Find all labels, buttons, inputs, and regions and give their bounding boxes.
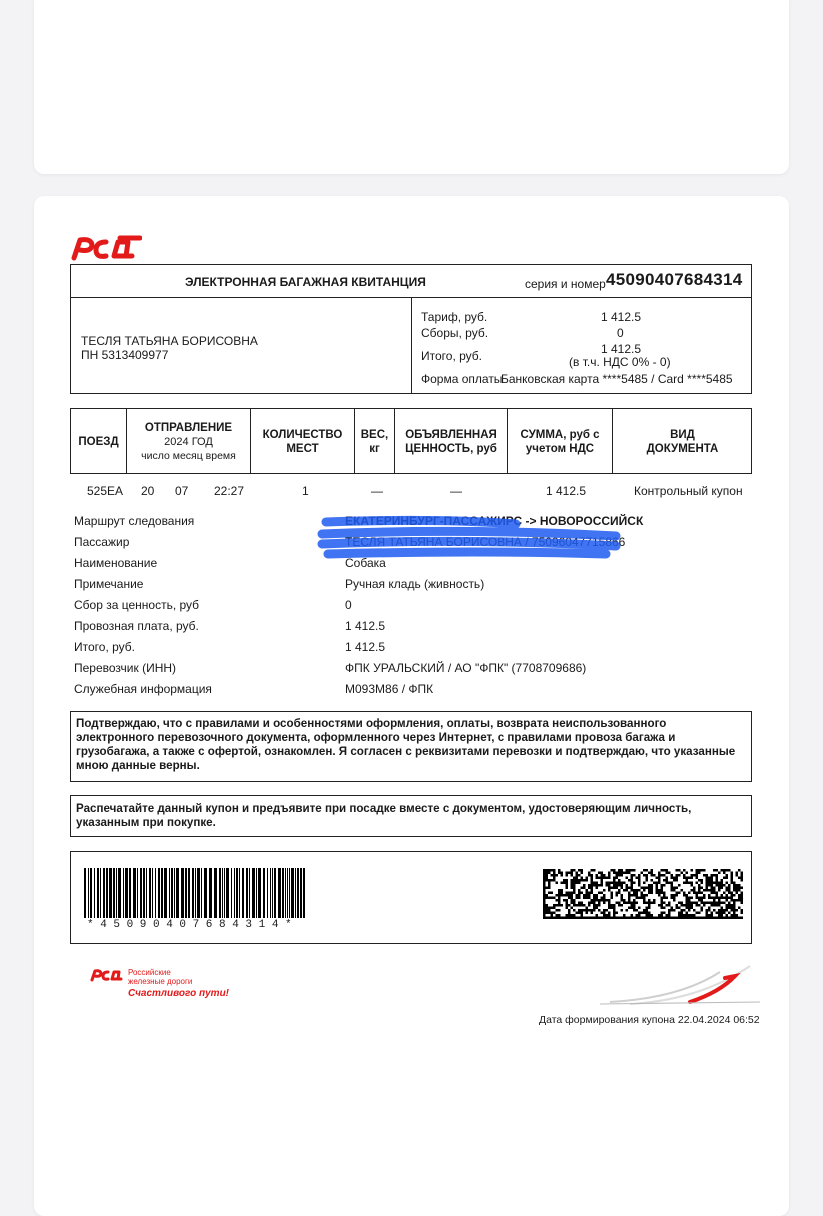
detail-value-service: М093М86 / ФПК xyxy=(345,682,434,696)
detail-label: Служебная информация xyxy=(74,682,212,696)
receipt-title: ЭЛЕКТРОННАЯ БАГАЖНАЯ КВИТАНЦИЯ xyxy=(185,275,426,289)
ticket-table-header xyxy=(70,408,752,474)
slogan: Счастливого пути! xyxy=(128,988,230,999)
series-label: серия и номер xyxy=(525,277,606,291)
barcode-digits: *45090407684314* xyxy=(87,919,299,931)
passenger-payment-block xyxy=(70,297,752,394)
payment-value: Банковская карта ****5485 / Card ****5485 xyxy=(501,372,733,386)
receipt-header xyxy=(70,264,752,298)
detail-value-carriage-fee: 1 412.5 xyxy=(345,619,386,633)
col-declared: ОБЪЯВЛЕННАЯ ЦЕННОСТЬ, руб xyxy=(395,409,508,474)
col-weight: ВЕС, кг xyxy=(355,409,395,474)
row-month: 07 xyxy=(175,484,189,498)
coupon-date: Дата формирования купона 22.04.2024 06:52 xyxy=(539,1014,760,1026)
detail-label: Пассажир xyxy=(74,535,130,549)
detail-value-note: Ручная кладь (живность) xyxy=(345,577,485,591)
detail-value-value-fee: 0 xyxy=(345,598,352,612)
confirmation-text: Подтверждаю, что с правилами и особенностями оформления, оплаты, возврата неиспользованного электронного перевозочного документа, оформленного через Интернет, с правилами провоза багажа и грузобагажа, а также с офертой, ознакомлен. Я согласен с реквизитами перевозки и подтверждаю, что указанные мною данные верны. xyxy=(76,717,736,772)
passenger-document: ПН 5313409977 xyxy=(81,348,169,362)
detail-value-total: 1 412.5 xyxy=(345,640,386,654)
rail-swoosh-icon xyxy=(600,962,760,1006)
row-doc-type: Контрольный купон xyxy=(634,484,743,498)
tariff-label: Тариф, руб. xyxy=(421,310,488,324)
print-notice-box xyxy=(70,795,752,837)
row-sum: 1 412.5 xyxy=(546,484,587,498)
series-number: 45090407684314 xyxy=(606,270,743,289)
barcode-icon xyxy=(84,868,308,918)
rzd-logo-icon xyxy=(70,234,142,262)
detail-value-passenger: ТЕСЛЯ ТАТЬЯНА БОРИСОВНА / 75096047715866 xyxy=(345,535,626,549)
col-doc-type: ВИД ДОКУМЕНТА xyxy=(646,428,719,455)
row-time: 22:27 xyxy=(214,484,245,498)
row-train: 525ЕА xyxy=(87,484,124,498)
total-value: 1 412.5 xyxy=(601,342,642,356)
fees-label: Сборы, руб. xyxy=(421,326,489,340)
total-label: Итого, руб. xyxy=(421,349,482,363)
detail-label: Маршрут следования xyxy=(74,514,195,528)
confirmation-box xyxy=(70,711,752,782)
detail-label: Сбор за ценность, руб xyxy=(74,598,200,612)
previous-page-card xyxy=(34,0,789,174)
col-sum: СУММА, руб с учетом НДС xyxy=(508,409,613,474)
baggage-receipt-page xyxy=(34,196,789,1216)
detail-label: Итого, руб. xyxy=(74,640,135,654)
print-notice-text: Распечатайте данный купон и предъявите при посадке вместе с документом, удостоверяющим личность, указанным при покупке. xyxy=(76,802,692,829)
row-day: 20 xyxy=(141,484,155,498)
barcode-box xyxy=(70,851,752,944)
detail-value-route: ЕКАТЕРИНБУРГ-ПАССАЖИРС -> НОВОРОССИЙСК xyxy=(345,514,644,528)
detail-value-carrier: ФПК УРАЛЬСКИЙ / АО "ФПК" (7708709686) xyxy=(345,661,587,675)
passenger-name: ТЕСЛЯ ТАТЬЯНА БОРИСОВНА xyxy=(81,334,258,348)
row-declared: — xyxy=(450,484,462,498)
fees-value: 0 xyxy=(617,326,624,340)
payment-label: Форма оплаты xyxy=(421,372,503,386)
detail-label: Наименование xyxy=(74,556,158,570)
detail-value-name: Собака xyxy=(345,556,386,570)
col-places: КОЛИЧЕСТВО МЕСТ xyxy=(251,409,355,474)
rzd-name-line1: Российские xyxy=(128,968,171,977)
tariff-value: 1 412.5 xyxy=(601,310,642,324)
row-weight: — xyxy=(371,484,383,498)
col-train: ПОЕЗД xyxy=(71,409,127,474)
detail-label: Перевозчик (ИНН) xyxy=(74,661,177,675)
detail-label: Провозная плата, руб. xyxy=(74,619,199,633)
rzd-name-line2: железные дороги xyxy=(128,977,193,986)
rzd-footer-logo-icon xyxy=(90,966,126,984)
detail-label: Примечание xyxy=(74,577,144,591)
2d-barcode-icon xyxy=(543,868,744,920)
vat-value: (в т.ч. НДС 0% - 0) xyxy=(569,355,671,369)
col-departure: ОТПРАВЛЕНИЕ 2024 ГОД число месяц время xyxy=(127,409,251,474)
row-places: 1 xyxy=(302,484,309,498)
redaction-scribble xyxy=(316,514,626,564)
